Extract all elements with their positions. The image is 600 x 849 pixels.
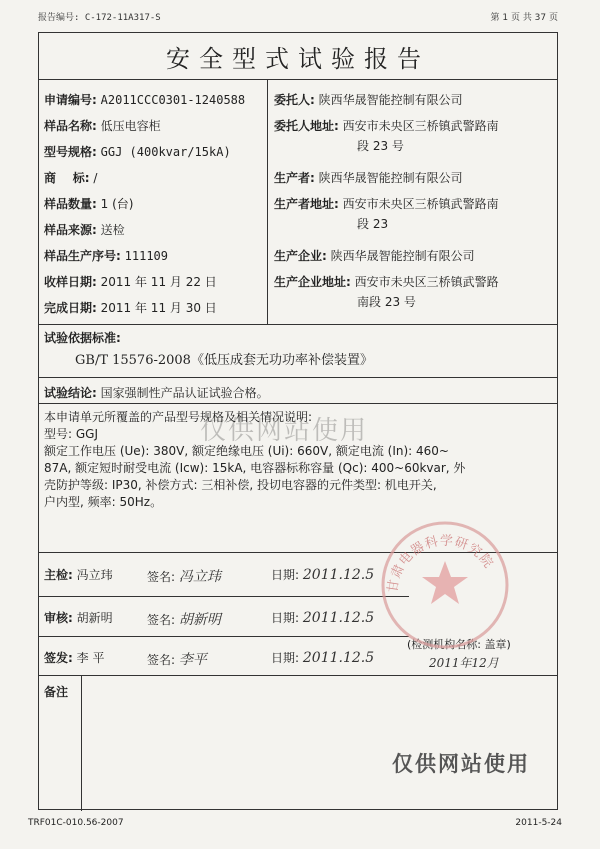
client-address-cont: 段 23 号 — [357, 139, 404, 153]
factory-address-cont: 南段 23 号 — [357, 295, 416, 309]
basis-label: 试验依据标准: — [44, 331, 121, 345]
coverage-line: 额定工作电压 (Ue): 380V, 额定绝缘电压 (Ui): 660V, 额定电流 (In): 460~ — [44, 444, 449, 458]
complete-date: 完成日期: 2011 年 11 月 30 日 — [44, 301, 217, 315]
watermark-footer: 仅供网站使用 — [392, 752, 530, 776]
page-number: 第 1 页 共 37 页 — [490, 13, 558, 23]
coverage-line: 本申请单元所覆盖的产品型号规格及相关情况说明: — [44, 410, 313, 424]
divider — [39, 596, 409, 597]
issue-date: 日期: 2011.12.5 — [271, 650, 375, 666]
form-code: TRF01C-010.56-2007 — [28, 818, 124, 828]
receive-date: 收样日期: 2011 年 11 月 22 日 — [44, 275, 217, 289]
basis-standard: GB/T 15576-2008《低压成套无功功率补偿装置》 — [75, 353, 373, 368]
issue-signature: 签名: 李平 — [147, 652, 207, 668]
client: 委托人: 陕西华晟智能控制有限公司 — [274, 93, 463, 107]
main-date: 日期: 2011.12.5 — [271, 567, 375, 583]
divider — [39, 324, 557, 325]
producer-address-cont: 段 23 — [357, 217, 389, 231]
main-inspector: 主检: 冯立玮 — [44, 568, 113, 582]
sample-name: 样品名称: 低压电容柜 — [44, 119, 161, 133]
divider — [39, 403, 557, 404]
serial-number: 样品生产序号: 111109 — [44, 249, 168, 263]
org-seal-date: 2011年12月 — [429, 656, 499, 670]
client-address: 委托人地址: 西安市未央区三桥镇武警路南 — [274, 119, 499, 133]
notes-divider — [81, 675, 82, 811]
divider — [39, 377, 557, 378]
coverage-text — [44, 409, 552, 511]
model-spec: 型号规格: GGJ (400kvar/15kA) — [44, 145, 231, 159]
trademark: 商 标: / — [44, 171, 98, 185]
watermark: 仅供网站使用 — [200, 416, 369, 446]
review-signature: 签名: 胡新明 — [147, 612, 221, 628]
coverage-line: 户内型, 频率: 50Hz。 — [44, 495, 163, 509]
producer-address: 生产者地址: 西安市未央区三桥镇武警路南 — [274, 197, 499, 211]
report-number: 报告编号: C-172-11A317-S — [38, 13, 161, 23]
org-seal-note: (检测机构名称: 盖章) — [407, 638, 511, 651]
coverage-line: 型号: GGJ — [44, 427, 98, 441]
notes-label: 备注 — [44, 685, 69, 699]
application-number: 申请编号: A2011CCC0301-1240588 — [44, 93, 246, 107]
report-title: 安全型式试验报告 — [166, 45, 430, 73]
divider — [39, 79, 557, 80]
review-date: 日期: 2011.12.5 — [271, 610, 375, 626]
sample-source: 样品来源: 送检 — [44, 223, 125, 237]
factory-address: 生产企业地址: 西安市未央区三桥镇武警路 — [274, 275, 499, 289]
reviewer: 审核: 胡新明 — [44, 611, 113, 625]
coverage-line: 87A, 额定短时耐受电流 (Icw): 15kA, 电容器标称容量 (Qc): 400~60kvar, 外 — [44, 461, 466, 475]
main-signature: 签名: 冯立玮 — [147, 569, 221, 585]
form-date: 2011-5-24 — [515, 818, 562, 828]
official-seal — [375, 515, 515, 655]
column-divider — [267, 79, 268, 324]
divider — [39, 636, 409, 637]
divider — [39, 675, 557, 676]
conclusion: 试验结论: 国家强制性产品认证试验合格。 — [44, 386, 269, 400]
factory: 生产企业: 陕西华晟智能控制有限公司 — [274, 249, 475, 263]
sample-quantity: 样品数量: 1 (台) — [44, 197, 134, 211]
issuer: 签发: 李 平 — [44, 651, 105, 665]
coverage-line: 壳防护等级: IP30, 补偿方式: 三相补偿, 投切电容器的元件类型: 机电开关, — [44, 478, 437, 492]
seal-text: 甘肃电器科学研究院 — [385, 533, 497, 594]
producer: 生产者: 陕西华晟智能控制有限公司 — [274, 171, 463, 185]
report-frame — [38, 32, 558, 810]
